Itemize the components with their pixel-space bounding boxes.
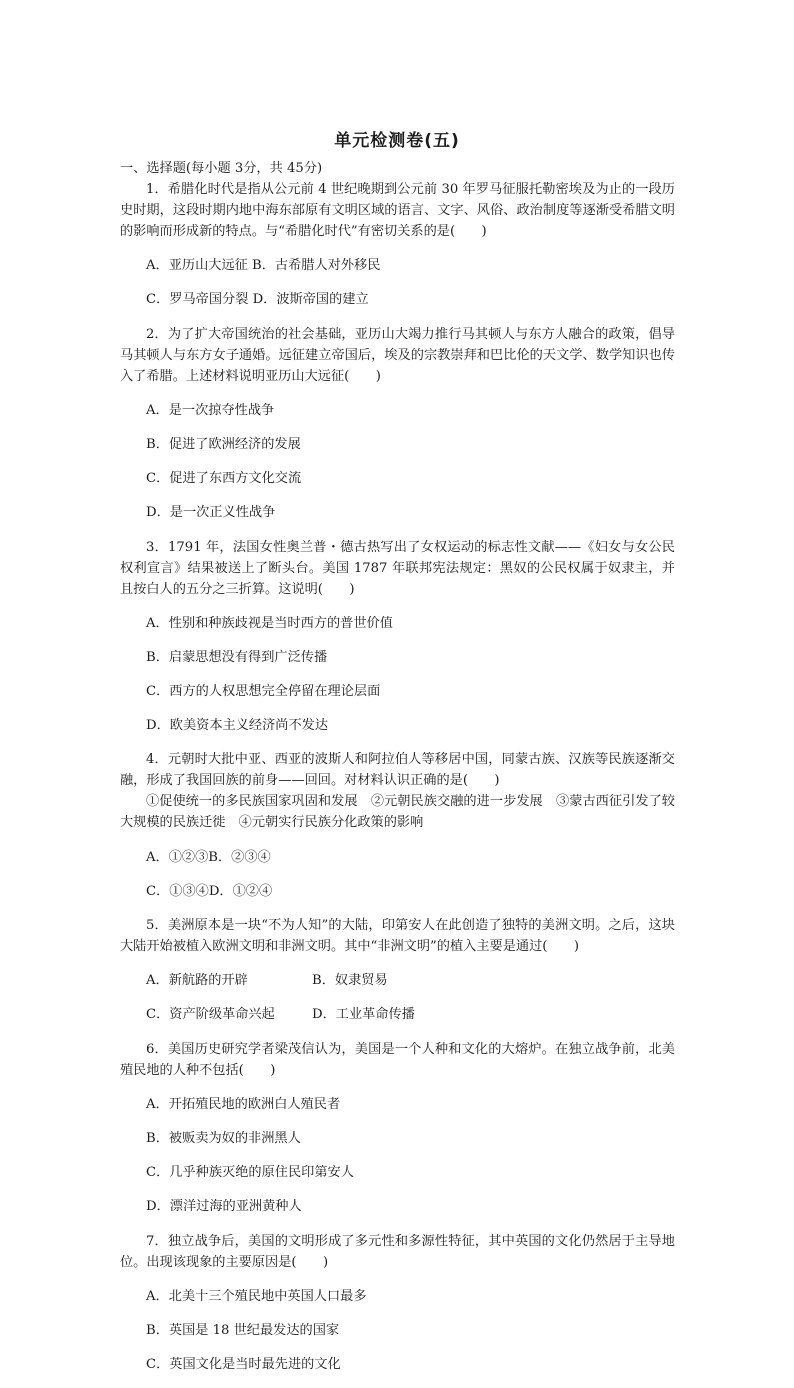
question-6-option-b: B．被贩卖为奴的非洲黑人 [146, 1130, 301, 1146]
question-2-option-a: A．是一次掠夺性战争 [146, 402, 275, 418]
question-1-options-ab: A．亚历山大远征 B．古希腊人对外移民 [146, 258, 381, 274]
question-3-option-d: D．欧美资本主义经济尚不发达 [146, 718, 329, 734]
question-1-options-cd: C．罗马帝国分裂 D．波斯帝国的建立 [146, 292, 369, 308]
question-2-stem: 2．为了扩大帝国统治的社会基础，亚历山大竭力推行马其顿人与东方人融合的政策，倡导马其顿人与东方女子通婚。远征建立帝国后，埃及的宗教崇拜和巴比伦的天文学、数学知识也传入了希腊。上述材料说明亚历山大远征( ) [120, 326, 675, 384]
question-5-stem: 5．美洲原本是一块“不为人知”的大陆，印第安人在此创造了独特的美洲文明。之后，这块大陆开始被植入欧洲文明和非洲文明。其中“非洲文明”的植入主要是通过( ) [120, 918, 675, 954]
question-3-option-b: B．启蒙思想没有得到广泛传播 [146, 649, 328, 665]
question-7-option-c: C．英国文化是当时最先进的文化 [146, 1357, 341, 1373]
section-heading: 一、选择题(每小题 3分，共 45分) [120, 161, 323, 176]
question-6-option-d: D．漂洋过海的亚洲黄种人 [146, 1199, 302, 1215]
question-5-options-cd [120, 1004, 675, 1025]
question-4-options-cd: C．①③④D．①②④ [146, 883, 273, 899]
question-2-option-d: D．是一次正义性战争 [146, 505, 276, 521]
question-7-option-a: A．北美十三个殖民地中英国人口最多 [146, 1288, 367, 1304]
question-3-option-c: C．西方的人权思想完全停留在理论层面 [146, 684, 381, 700]
question-7-stem: 7．独立战争后，美国的文明形成了多元性和多源性特征，其中英国的文化仍然居于主导地位。出现该现象的主要原因是( ) [120, 1233, 675, 1270]
question-4-options-ab: A．①②③B．②③④ [146, 849, 271, 865]
question-4-stem: 4．元朝时大批中亚、西亚的波斯人和阿拉伯人等移居中国，同蒙古族、汉族等民族逐渐交融，形成了我国回族的前身——回回。对材料认识正确的是( ) [120, 752, 675, 789]
question-1-stem: 1．希腊化时代是指从公元前 4 世纪晚期到公元前 30 年罗马征服托勒密埃及为止的一段历史时期，这段时期内地中海东部原有文明区域的语言、文字、风俗、政治制度等逐渐受希腊文明的影响而形成新的特点。与“希腊化时代”有密切关系的是( ) [120, 182, 675, 239]
question-5-options-ab [120, 970, 675, 991]
document-title: 单元检测卷(五) [334, 131, 460, 151]
question-5-option-d: D．工业革命传播 [312, 1007, 415, 1023]
document-body [120, 158, 675, 1388]
question-4-items: ①促使统一的多民族国家巩固和发展 ②元朝民族交融的进一步发展 ③蒙古西征引发了较大规模的民族迁徙 ④元朝实行民族分化政策的影响 [120, 794, 675, 831]
question-2-option-b: B．促进了欧洲经济的发展 [146, 436, 301, 452]
question-6-stem: 6．美国历史研究学者梁茂信认为，美国是一个人种和文化的大熔炉。在独立战争前，北美殖民地的人种不包括( ) [120, 1041, 675, 1078]
question-6-option-a: A．开拓殖民地的欧洲白人殖民者 [146, 1096, 341, 1112]
question-5-option-c: C．资产阶级革命兴起 [146, 1007, 275, 1023]
question-7-option-b: B．英国是 18 世纪最发达的国家 [146, 1322, 340, 1338]
question-5-option-b: B．奴隶贸易 [312, 973, 388, 989]
question-2-option-c: C．促进了东西方文化交流 [146, 471, 302, 487]
question-3-stem: 3．1791 年，法国女性奥兰普・德古热写出了女权运动的标志性文献——《妇女与女公民权利宣言》结果被送上了断头台。美国 1787 年联邦宪法规定：黑奴的公民权属于奴隶主，并且按白人的五分之三折算。这说明( ) [120, 539, 675, 597]
question-5-option-a: A．新航路的开辟 [146, 973, 248, 989]
question-6-option-c: C．几乎种族灭绝的原住民印第安人 [146, 1165, 354, 1181]
question-3-option-a: A．性别和种族歧视是当时西方的普世价值 [146, 615, 393, 631]
